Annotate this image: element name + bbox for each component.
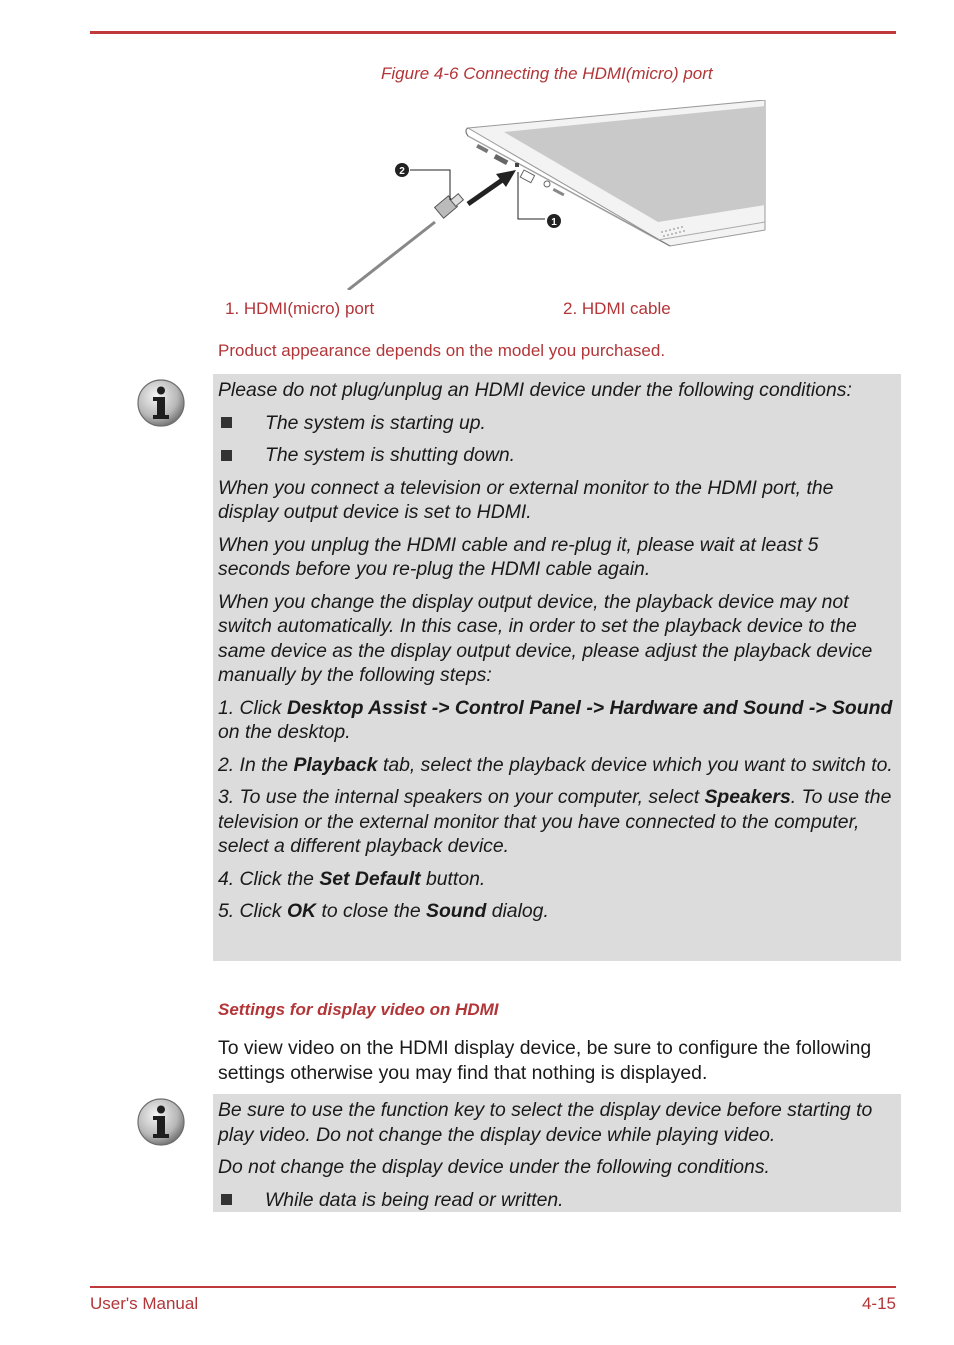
callout-1-label: 1 xyxy=(551,217,557,228)
footer-rule xyxy=(90,1286,896,1288)
step-4: 4. Click the Set Default button. xyxy=(218,867,486,890)
info-note-hdmi-plug xyxy=(213,374,901,961)
step-5: 5. Click OK to close the Sound dialog. xyxy=(218,900,549,922)
figure-legend-hdmi-cable: 2. HDMI cable xyxy=(563,299,671,318)
info-icon xyxy=(136,378,186,428)
footer-manual-title: User's Manual xyxy=(90,1294,199,1313)
list-item: While data is being read or written. xyxy=(218,1188,895,1213)
list-item: The system is shutting down. xyxy=(218,443,895,468)
list-item: The system is starting up. xyxy=(218,411,895,436)
bullet-square-icon xyxy=(221,1194,232,1205)
note-paragraph: When you change the display output device, the playback device may not switch automatically. In this case, in order to set the playback device to the same device as the display output device, please adjust the playback device manually by the following steps: xyxy=(218,590,873,686)
section-body: To view video on the HDMI display device, be sure to configure the following settings otherwise you may find that nothing is displayed. xyxy=(218,1037,872,1084)
section-heading: Settings for display video on HDMI xyxy=(218,1000,499,1019)
note-paragraph: Be sure to use the function key to select the display device before starting to play video. Do not change the display device while playing video. xyxy=(218,1099,873,1146)
header-rule xyxy=(90,31,896,34)
note-paragraph: Do not change the display device under the following conditions. xyxy=(218,1156,770,1178)
step-1: 1. Click Desktop Assist -> Control Panel -> Hardware and Sound -> Sound on the desktop. xyxy=(218,696,893,743)
hdmi-connection-illustration xyxy=(340,100,770,290)
note-intro: Please do not plug/unplug an HDMI device under the following conditions: xyxy=(218,379,852,401)
step-2: 2. In the Playback tab, select the playback device which you want to switch to. xyxy=(218,753,893,776)
note-paragraph: When you unplug the HDMI cable and re-plug it, please wait at least 5 seconds before you re-plug the HDMI cable again. xyxy=(218,533,819,580)
info-note-display-video xyxy=(213,1094,901,1212)
note-paragraph: When you connect a television or external monitor to the HDMI port, the display output device is set to HDMI. xyxy=(218,476,834,523)
page-number: 4-15 xyxy=(861,1294,896,1313)
callout-2-label: 2 xyxy=(399,166,405,177)
bullet-square-icon xyxy=(221,450,232,461)
figure-legend-hdmi-port: 1. HDMI(micro) port xyxy=(225,299,375,318)
figure-caption: Figure 4-6 Connecting the HDMI(micro) port xyxy=(381,64,713,83)
appearance-note: Product appearance depends on the model you purchased. xyxy=(218,341,666,360)
info-icon xyxy=(136,1097,186,1147)
bullet-square-icon xyxy=(221,417,232,428)
step-3: 3. To use the internal speakers on your computer, select Speakers. To use the television or the external monitor that you have connected to the computer, select a different playback device. xyxy=(218,786,892,857)
